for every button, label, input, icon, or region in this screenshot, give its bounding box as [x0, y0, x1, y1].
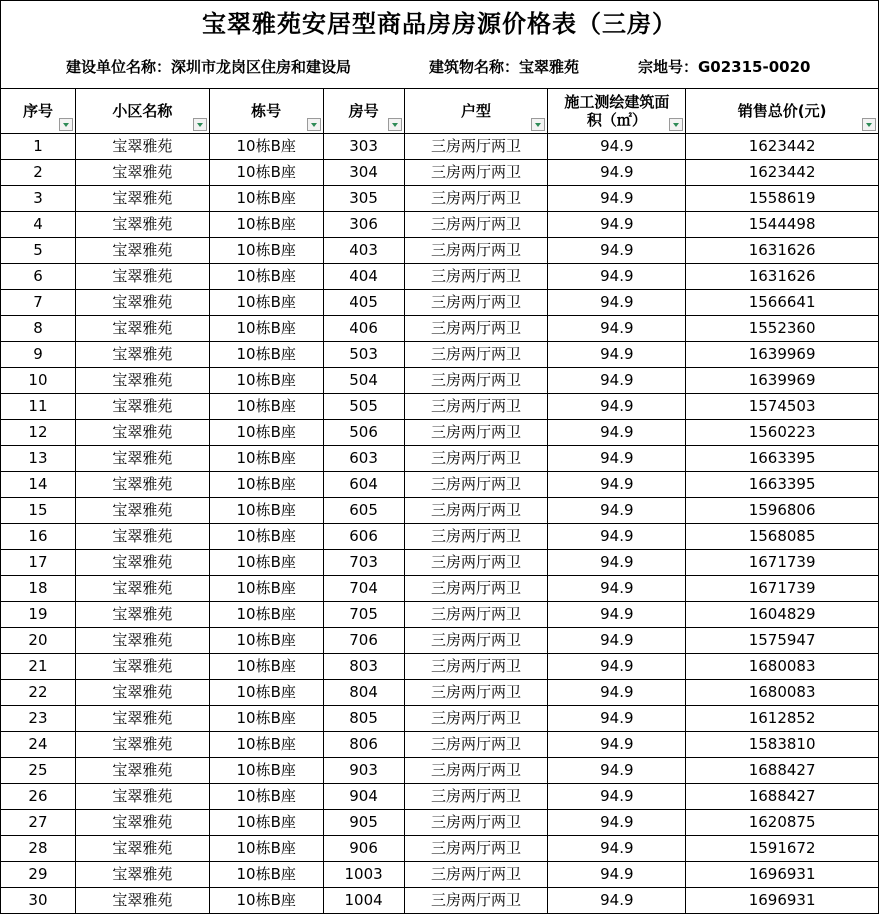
cell-building[interactable]: 10栋B座 [209, 706, 323, 732]
cell-layout[interactable]: 三房两厅两卫 [404, 212, 548, 238]
cell-area[interactable]: 94.9 [548, 836, 686, 862]
cell-building[interactable]: 10栋B座 [209, 836, 323, 862]
cell-area[interactable]: 94.9 [548, 264, 686, 290]
cell-area[interactable]: 94.9 [548, 550, 686, 576]
info-bar [0, 45, 879, 88]
cell-price[interactable]: 1639969 [686, 342, 879, 368]
table-row [1, 836, 879, 862]
cell-area[interactable]: 94.9 [548, 810, 686, 836]
col-header-label: 小区名称 [112, 102, 173, 120]
cell-building[interactable]: 10栋B座 [209, 238, 323, 264]
table-row [1, 810, 879, 836]
cell-index[interactable]: 21 [1, 654, 76, 680]
cell-community[interactable]: 宝翠雅苑 [75, 680, 209, 706]
col-header-layout [404, 89, 548, 134]
cell-community[interactable]: 宝翠雅苑 [75, 498, 209, 524]
cell-price[interactable]: 1631626 [686, 238, 879, 264]
cell-room[interactable]: 804 [323, 680, 404, 706]
cell-community[interactable]: 宝翠雅苑 [75, 836, 209, 862]
cell-index[interactable]: 1 [1, 134, 76, 160]
cell-price[interactable]: 1663395 [686, 446, 879, 472]
cell-index[interactable]: 15 [1, 498, 76, 524]
cell-price[interactable]: 1688427 [686, 784, 879, 810]
cell-index[interactable]: 9 [1, 342, 76, 368]
cell-room[interactable]: 806 [323, 732, 404, 758]
cell-building[interactable]: 10栋B座 [209, 420, 323, 446]
cell-room[interactable]: 505 [323, 394, 404, 420]
cell-index[interactable]: 30 [1, 888, 76, 914]
cell-area[interactable]: 94.9 [548, 342, 686, 368]
cell-building[interactable]: 10栋B座 [209, 290, 323, 316]
col-header-label: 房号 [348, 102, 379, 120]
cell-index[interactable]: 2 [1, 160, 76, 186]
col-header-label: 序号 [22, 102, 53, 120]
cell-community[interactable]: 宝翠雅苑 [75, 810, 209, 836]
table-body [1, 134, 879, 914]
cell-layout[interactable]: 三房两厅两卫 [404, 368, 548, 394]
table-row [1, 420, 879, 446]
cell-community[interactable]: 宝翠雅苑 [75, 758, 209, 784]
cell-layout[interactable]: 三房两厅两卫 [404, 628, 548, 654]
cell-price[interactable]: 1696931 [686, 888, 879, 914]
cell-room[interactable]: 604 [323, 472, 404, 498]
cell-layout[interactable]: 三房两厅两卫 [404, 446, 548, 472]
cell-index[interactable]: 8 [1, 316, 76, 342]
cell-index[interactable]: 10 [1, 368, 76, 394]
cell-room[interactable]: 603 [323, 446, 404, 472]
cell-index[interactable]: 12 [1, 420, 76, 446]
cell-community[interactable]: 宝翠雅苑 [75, 576, 209, 602]
cell-building[interactable]: 10栋B座 [209, 602, 323, 628]
cell-room[interactable]: 606 [323, 524, 404, 550]
cell-area[interactable]: 94.9 [548, 628, 686, 654]
cell-price[interactable]: 1558619 [686, 186, 879, 212]
table-row [1, 602, 879, 628]
cell-index[interactable]: 14 [1, 472, 76, 498]
dropdown-filter-icon[interactable] [388, 118, 402, 131]
cell-area[interactable]: 94.9 [548, 186, 686, 212]
cell-layout[interactable]: 三房两厅两卫 [404, 264, 548, 290]
cell-community[interactable]: 宝翠雅苑 [75, 472, 209, 498]
cell-building[interactable]: 10栋B座 [209, 264, 323, 290]
cell-room[interactable]: 705 [323, 602, 404, 628]
table-row [1, 472, 879, 498]
table-row [1, 758, 879, 784]
cell-layout[interactable]: 三房两厅两卫 [404, 602, 548, 628]
cell-community[interactable]: 宝翠雅苑 [75, 368, 209, 394]
col-header-community [75, 89, 209, 134]
cell-layout[interactable]: 三房两厅两卫 [404, 550, 548, 576]
cell-area[interactable]: 94.9 [548, 498, 686, 524]
cell-room[interactable]: 706 [323, 628, 404, 654]
table-row [1, 732, 879, 758]
cell-community[interactable]: 宝翠雅苑 [75, 160, 209, 186]
cell-price[interactable]: 1604829 [686, 602, 879, 628]
cell-community[interactable]: 宝翠雅苑 [75, 290, 209, 316]
cell-index[interactable]: 28 [1, 836, 76, 862]
cell-price[interactable]: 1612852 [686, 706, 879, 732]
cell-layout[interactable]: 三房两厅两卫 [404, 732, 548, 758]
cell-area[interactable]: 94.9 [548, 758, 686, 784]
dropdown-filter-icon[interactable] [59, 118, 73, 131]
dropdown-filter-icon[interactable] [669, 118, 683, 131]
cell-building[interactable]: 10栋B座 [209, 550, 323, 576]
cell-community[interactable]: 宝翠雅苑 [75, 550, 209, 576]
cell-layout[interactable]: 三房两厅两卫 [404, 290, 548, 316]
cell-index[interactable]: 25 [1, 758, 76, 784]
cell-index[interactable]: 5 [1, 238, 76, 264]
table-row [1, 888, 879, 914]
cell-room[interactable]: 904 [323, 784, 404, 810]
cell-layout[interactable]: 三房两厅两卫 [404, 238, 548, 264]
cell-index[interactable]: 26 [1, 784, 76, 810]
cell-area[interactable]: 94.9 [548, 706, 686, 732]
cell-layout[interactable]: 三房两厅两卫 [404, 524, 548, 550]
cell-index[interactable]: 18 [1, 576, 76, 602]
table-row [1, 550, 879, 576]
cell-index[interactable]: 17 [1, 550, 76, 576]
cell-layout[interactable]: 三房两厅两卫 [404, 706, 548, 732]
cell-price[interactable]: 1663395 [686, 472, 879, 498]
cell-community[interactable]: 宝翠雅苑 [75, 654, 209, 680]
cell-building[interactable]: 10栋B座 [209, 862, 323, 888]
cell-area[interactable]: 94.9 [548, 420, 686, 446]
cell-room[interactable]: 303 [323, 134, 404, 160]
table-row [1, 316, 879, 342]
cell-building[interactable]: 10栋B座 [209, 186, 323, 212]
cell-room[interactable]: 703 [323, 550, 404, 576]
cell-layout[interactable]: 三房两厅两卫 [404, 836, 548, 862]
cell-room[interactable]: 803 [323, 654, 404, 680]
cell-area[interactable]: 94.9 [548, 316, 686, 342]
cell-price[interactable]: 1671739 [686, 576, 879, 602]
cell-price[interactable]: 1680083 [686, 680, 879, 706]
cell-layout[interactable]: 三房两厅两卫 [404, 810, 548, 836]
parcel-label: 宗地号：G02315-0020 [638, 58, 811, 76]
cell-building[interactable]: 10栋B座 [209, 784, 323, 810]
cell-room[interactable]: 906 [323, 836, 404, 862]
cell-area[interactable]: 94.9 [548, 134, 686, 160]
cell-price[interactable]: 1591672 [686, 836, 879, 862]
cell-layout[interactable]: 三房两厅两卫 [404, 498, 548, 524]
cell-room[interactable]: 1004 [323, 888, 404, 914]
cell-community[interactable]: 宝翠雅苑 [75, 342, 209, 368]
table-row [1, 134, 879, 160]
price-table [0, 88, 879, 914]
cell-price[interactable]: 1620875 [686, 810, 879, 836]
table-row [1, 368, 879, 394]
cell-room[interactable]: 406 [323, 316, 404, 342]
cell-room[interactable]: 403 [323, 238, 404, 264]
dropdown-filter-icon[interactable] [862, 118, 876, 131]
table-row [1, 290, 879, 316]
cell-room[interactable]: 305 [323, 186, 404, 212]
cell-room[interactable]: 805 [323, 706, 404, 732]
cell-layout[interactable]: 三房两厅两卫 [404, 472, 548, 498]
col-header-area [548, 89, 686, 134]
cell-area[interactable]: 94.9 [548, 732, 686, 758]
cell-building[interactable]: 10栋B座 [209, 368, 323, 394]
cell-layout[interactable]: 三房两厅两卫 [404, 654, 548, 680]
table-row [1, 628, 879, 654]
cell-building[interactable]: 10栋B座 [209, 212, 323, 238]
cell-area[interactable]: 94.9 [548, 654, 686, 680]
table-row [1, 264, 879, 290]
cell-layout[interactable]: 三房两厅两卫 [404, 758, 548, 784]
cell-price[interactable]: 1623442 [686, 160, 879, 186]
cell-layout[interactable]: 三房两厅两卫 [404, 784, 548, 810]
cell-room[interactable]: 1003 [323, 862, 404, 888]
cell-index[interactable]: 16 [1, 524, 76, 550]
table-row [1, 342, 879, 368]
cell-area[interactable]: 94.9 [548, 446, 686, 472]
cell-index[interactable]: 7 [1, 290, 76, 316]
cell-building[interactable]: 10栋B座 [209, 576, 323, 602]
cell-layout[interactable]: 三房两厅两卫 [404, 186, 548, 212]
col-header-label: 施工测绘建筑面积（㎡） [564, 93, 670, 129]
cell-area[interactable]: 94.9 [548, 680, 686, 706]
cell-building[interactable]: 10栋B座 [209, 810, 323, 836]
cell-layout[interactable]: 三房两厅两卫 [404, 394, 548, 420]
cell-building[interactable]: 10栋B座 [209, 160, 323, 186]
cell-price[interactable]: 1552360 [686, 316, 879, 342]
cell-community[interactable]: 宝翠雅苑 [75, 394, 209, 420]
cell-layout[interactable]: 三房两厅两卫 [404, 134, 548, 160]
cell-community[interactable]: 宝翠雅苑 [75, 186, 209, 212]
cell-building[interactable]: 10栋B座 [209, 472, 323, 498]
cell-community[interactable]: 宝翠雅苑 [75, 212, 209, 238]
cell-index[interactable]: 19 [1, 602, 76, 628]
cell-price[interactable]: 1623442 [686, 134, 879, 160]
cell-price[interactable]: 1568085 [686, 524, 879, 550]
cell-price[interactable]: 1574503 [686, 394, 879, 420]
cell-area[interactable]: 94.9 [548, 602, 686, 628]
cell-area[interactable]: 94.9 [548, 862, 686, 888]
table-row [1, 680, 879, 706]
table-row [1, 576, 879, 602]
cell-community[interactable]: 宝翠雅苑 [75, 238, 209, 264]
cell-room[interactable]: 704 [323, 576, 404, 602]
table-row [1, 160, 879, 186]
cell-layout[interactable]: 三房两厅两卫 [404, 342, 548, 368]
dropdown-filter-icon[interactable] [531, 118, 545, 131]
header-row [1, 89, 879, 134]
cell-index[interactable]: 6 [1, 264, 76, 290]
cell-area[interactable]: 94.9 [548, 394, 686, 420]
table-row [1, 394, 879, 420]
cell-index[interactable]: 22 [1, 680, 76, 706]
cell-index[interactable]: 29 [1, 862, 76, 888]
cell-building[interactable]: 10栋B座 [209, 732, 323, 758]
cell-area[interactable]: 94.9 [548, 524, 686, 550]
table-row [1, 784, 879, 810]
cell-price[interactable]: 1596806 [686, 498, 879, 524]
dropdown-filter-icon[interactable] [307, 118, 321, 131]
cell-community[interactable]: 宝翠雅苑 [75, 862, 209, 888]
cell-price[interactable]: 1639969 [686, 368, 879, 394]
table-row [1, 862, 879, 888]
cell-price[interactable]: 1671739 [686, 550, 879, 576]
cell-community[interactable]: 宝翠雅苑 [75, 316, 209, 342]
cell-community[interactable]: 宝翠雅苑 [75, 134, 209, 160]
cell-price[interactable]: 1688427 [686, 758, 879, 784]
cell-building[interactable]: 10栋B座 [209, 758, 323, 784]
cell-community[interactable]: 宝翠雅苑 [75, 264, 209, 290]
cell-community[interactable]: 宝翠雅苑 [75, 446, 209, 472]
table-row [1, 186, 879, 212]
cell-community[interactable]: 宝翠雅苑 [75, 628, 209, 654]
cell-price[interactable]: 1680083 [686, 654, 879, 680]
building-label: 建筑物名称：宝翠雅苑 [429, 58, 580, 76]
cell-layout[interactable]: 三房两厅两卫 [404, 316, 548, 342]
cell-layout[interactable]: 三房两厅两卫 [404, 160, 548, 186]
cell-area[interactable]: 94.9 [548, 160, 686, 186]
col-header-label: 栋号 [251, 102, 282, 120]
cell-area[interactable]: 94.9 [548, 212, 686, 238]
page-title: 宝翠雅苑安居型商品房房源价格表（三房） [0, 0, 879, 45]
cell-price[interactable]: 1631626 [686, 264, 879, 290]
cell-index[interactable]: 23 [1, 706, 76, 732]
cell-index[interactable]: 11 [1, 394, 76, 420]
cell-building[interactable]: 10栋B座 [209, 134, 323, 160]
cell-index[interactable]: 3 [1, 186, 76, 212]
cell-price[interactable]: 1544498 [686, 212, 879, 238]
cell-price[interactable]: 1575947 [686, 628, 879, 654]
cell-building[interactable]: 10栋B座 [209, 498, 323, 524]
col-header-label: 销售总价(元) [737, 102, 827, 120]
cell-community[interactable]: 宝翠雅苑 [75, 420, 209, 446]
cell-room[interactable]: 506 [323, 420, 404, 446]
cell-community[interactable]: 宝翠雅苑 [75, 706, 209, 732]
cell-community[interactable]: 宝翠雅苑 [75, 732, 209, 758]
cell-area[interactable]: 94.9 [548, 290, 686, 316]
cell-price[interactable]: 1696931 [686, 862, 879, 888]
cell-area[interactable]: 94.9 [548, 784, 686, 810]
table-row [1, 238, 879, 264]
table-row [1, 654, 879, 680]
cell-room[interactable]: 404 [323, 264, 404, 290]
cell-layout[interactable]: 三房两厅两卫 [404, 576, 548, 602]
cell-building[interactable]: 10栋B座 [209, 342, 323, 368]
col-header-index [1, 89, 76, 134]
col-header-price [686, 89, 879, 134]
cell-building[interactable]: 10栋B座 [209, 316, 323, 342]
cell-index[interactable]: 4 [1, 212, 76, 238]
cell-building[interactable]: 10栋B座 [209, 888, 323, 914]
cell-layout[interactable]: 三房两厅两卫 [404, 420, 548, 446]
developer-label: 建设单位名称：深圳市龙岗区住房和建设局 [66, 58, 352, 76]
cell-building[interactable]: 10栋B座 [209, 524, 323, 550]
cell-room[interactable]: 503 [323, 342, 404, 368]
cell-area[interactable]: 94.9 [548, 472, 686, 498]
table-row [1, 212, 879, 238]
cell-room[interactable]: 504 [323, 368, 404, 394]
table-row [1, 446, 879, 472]
cell-room[interactable]: 903 [323, 758, 404, 784]
cell-community[interactable]: 宝翠雅苑 [75, 524, 209, 550]
cell-index[interactable]: 24 [1, 732, 76, 758]
cell-index[interactable]: 20 [1, 628, 76, 654]
cell-layout[interactable]: 三房两厅两卫 [404, 862, 548, 888]
table-row [1, 706, 879, 732]
cell-room[interactable]: 306 [323, 212, 404, 238]
cell-community[interactable]: 宝翠雅苑 [75, 602, 209, 628]
cell-area[interactable]: 94.9 [548, 368, 686, 394]
cell-area[interactable]: 94.9 [548, 576, 686, 602]
col-header-room [323, 89, 404, 134]
cell-building[interactable]: 10栋B座 [209, 654, 323, 680]
cell-room[interactable]: 905 [323, 810, 404, 836]
cell-community[interactable]: 宝翠雅苑 [75, 888, 209, 914]
cell-building[interactable]: 10栋B座 [209, 394, 323, 420]
table-row [1, 524, 879, 550]
cell-price[interactable]: 1583810 [686, 732, 879, 758]
dropdown-filter-icon[interactable] [193, 118, 207, 131]
cell-layout[interactable]: 三房两厅两卫 [404, 680, 548, 706]
cell-price[interactable]: 1566641 [686, 290, 879, 316]
cell-building[interactable]: 10栋B座 [209, 628, 323, 654]
cell-area[interactable]: 94.9 [548, 888, 686, 914]
cell-room[interactable]: 605 [323, 498, 404, 524]
cell-community[interactable]: 宝翠雅苑 [75, 784, 209, 810]
cell-building[interactable]: 10栋B座 [209, 680, 323, 706]
cell-room[interactable]: 405 [323, 290, 404, 316]
cell-price[interactable]: 1560223 [686, 420, 879, 446]
cell-layout[interactable]: 三房两厅两卫 [404, 888, 548, 914]
cell-index[interactable]: 27 [1, 810, 76, 836]
col-header-building [209, 89, 323, 134]
cell-index[interactable]: 13 [1, 446, 76, 472]
cell-area[interactable]: 94.9 [548, 238, 686, 264]
table-row [1, 498, 879, 524]
cell-building[interactable]: 10栋B座 [209, 446, 323, 472]
cell-room[interactable]: 304 [323, 160, 404, 186]
col-header-label: 户型 [460, 102, 491, 120]
